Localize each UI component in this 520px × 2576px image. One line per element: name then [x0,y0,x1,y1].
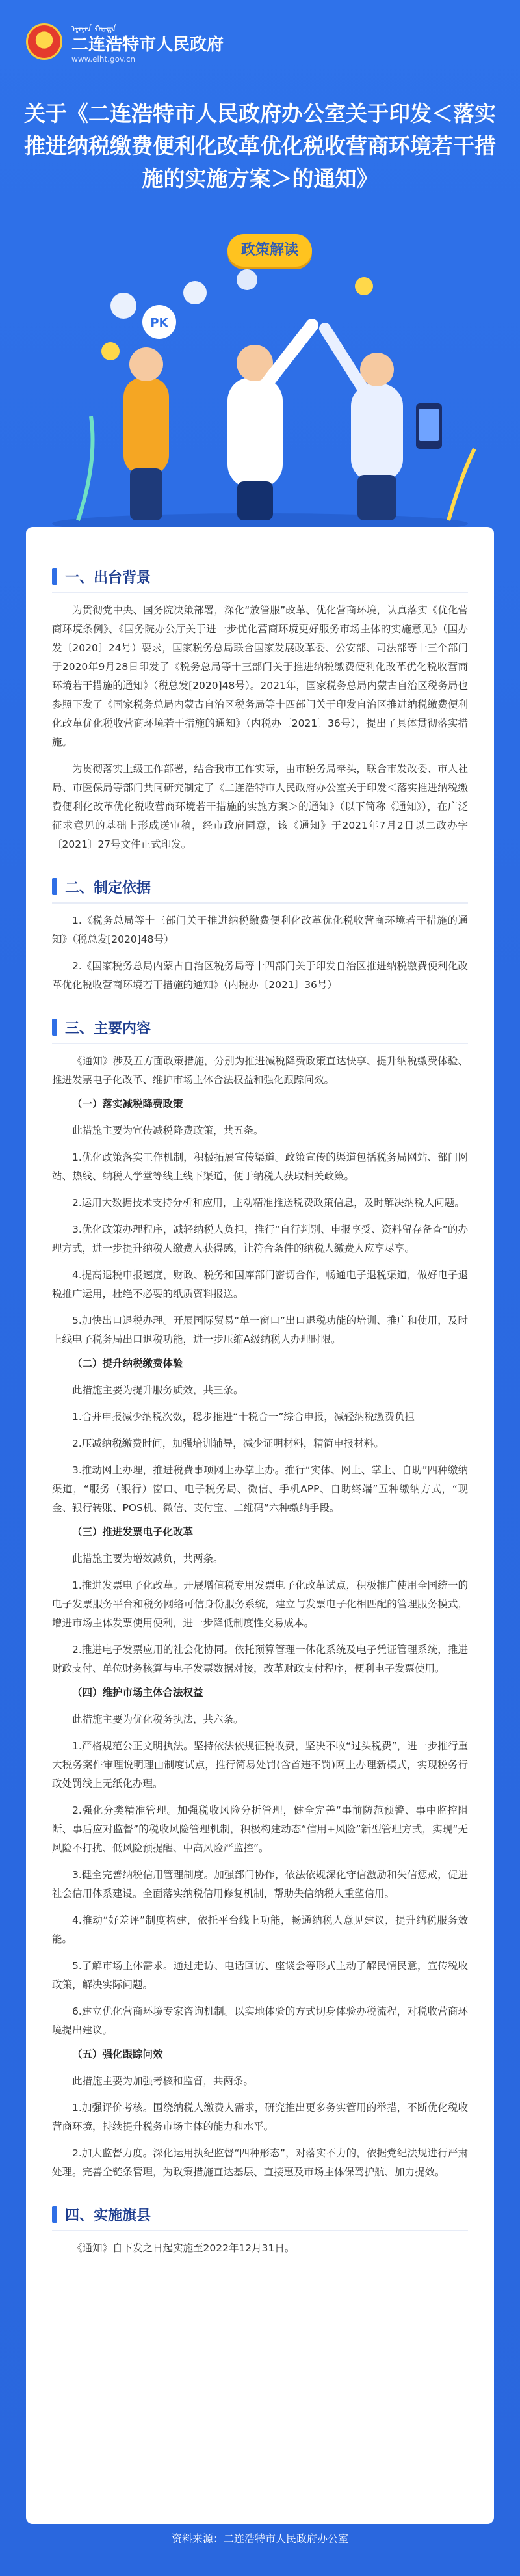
paragraph: 1.加强评价考核。围绕纳税人缴费人需求，研究推出更多务实管用的举措，不断优化税收营商环境，持续提升税务市场主体的能力和水平。 [52,2102,468,2132]
subheading: （二）提升纳税缴费体验 [72,1358,183,1369]
mongolian-name: ᠡᠷᠡᠶᠡᠨ ᠬᠣᠲᠠ [72,24,116,34]
section-header [52,871,468,904]
decoration-line [448,449,474,520]
site-name: 二连浩特市人民政府 [72,35,224,55]
paragraph: 1.严格规范公正文明执法。坚持依法依规征税收费，坚决不收“过头税费”，进一步推行重大税务案件审理说明理由制度试点，推行简易处罚(含首违不罚)网上办理新模式，实现税务行政处罚线上无纸化办理。 [52,1740,468,1790]
section-header [52,1012,468,1044]
paragraph: 1.推进发票电子化改革。开展增值税专用发票电子化改革试点，积极推广使用全国统一的电子发票服务平台和税务网络可信身份服务系统，建立与发票电子化相匹配的管理服务模式，增进市场主体发票使用便利，进一步降低制度性交易成本。 [52,1579,468,1629]
paragraph: 2.《国家税务总局内蒙古自治区税务局等十四部门关于印发自治区推进纳税缴费便利化改革优化税收营商环境若干措施的通知》（内税办〔2021〕36号） [52,960,468,991]
site-url: www.elht.gov.cn [72,55,136,64]
paragraph: 2.加大监督力度。深化运用执纪监督“四种形态”，对落实不力的，依据党纪法规进行严肃处理。完善全链条管理，为政策措施直达基层、直接惠及市场主体保驾护航、加力提效。 [52,2147,468,2178]
paragraph: 为贯彻党中央、国务院决策部署，深化“放管服”改革、优化营商环境，认真落实《优化营商环境条例》、《国务院办公厅关于进一步优化营商环境更好服务市场主体的实施意见》（国办发〔2020〕24号）要求，国家税务总局联合国家发展改革委、公安部、司法部等十三个部门于2020年9月28日印发了《税务总局等十三部门关于推进纳税缴费便利化改革优化税收营商环境若干措施的通知》（税总发[2020]48号）。2021年，国家税务总局内蒙古自治区税务局也参照下发了《国家税务总局内蒙古自治区税务局等十四部门关于印发自治区推进纳税缴费便利化改革优化税收营商环境若干措施的通知》（内税办〔2021〕36号），提出了具体贯彻落实措施。 [52,604,468,748]
person-arm [325,329,364,390]
paragraph: 此措施主要为加强考核和监督，共两条。 [72,2075,254,2087]
person-figure [124,377,169,475]
bubble-icon [101,342,120,360]
person-legs [130,468,162,520]
paragraph: 4.提高退税申报速度，财政、税务和国库部门密切合作，畅通电子退税渠道，做好电子退税推广运用，杜绝不必要的纸质资料报送。 [52,1269,468,1300]
bubble-icon [355,277,373,295]
paragraph: 《通知》涉及五方面政策措施，分别为推进减税降费政策直达快享、提升纳税缴费体验、推进发票电子化改革、维护市场主体合法权益和强化跟踪问效。 [52,1055,468,1086]
section-marker [52,878,57,895]
paragraph: 为贯彻落实上级工作部署，结合我市工作实际，由市税务局牵头，联合市发改委、市人社局、市医保局等部门共同研究制定了《二连浩特市人民政府办公室关于印发＜落实推进纳税缴费便利化改革优化税收营商环境若干措施的实施方案＞的通知》（以下简称《通知》），在广泛征求意见的基础上形成送审稿，经市政府同意，该《通知》于2021年7月2日以二政办字〔2021〕27号文件正式印发。 [52,763,468,850]
bubble-icon [237,269,257,290]
header-bar [0,0,520,78]
paragraph: 4.推动“好差评”制度构建，依托平台线上功能，畅通纳税人意见建议，提升纳税服务效能。 [52,1914,468,1945]
section-marker [52,2206,57,2223]
paragraph: 5.了解市场主体需求。通过走访、电话回访、座谈会等形式主动了解民情民意，宣传税收政策，解决实际问题。 [52,1960,468,1991]
person-figure [228,377,283,488]
page-title: 关于《二连浩特市人民政府办公室关于印发＜落实推进纳税缴费便利化改革优化税收营商环境若干措施的实施方案＞的通知》 [24,101,496,191]
paragraph: 1.《税务总局等十三部门关于推进纳税缴费便利化改革优化税收营商环境若干措施的通知》（税总发[2020]48号） [52,915,468,945]
paragraph: 2.运用大数据技术支持分析和应用，主动精准推送税费政策信息，及时解决纳税人问题。 [72,1197,465,1209]
emblem-icon [26,23,62,60]
headline-wrap [0,98,520,195]
section-marker [52,1019,57,1036]
bubble-icon [183,281,207,304]
person-legs [237,481,273,520]
section-header [52,561,468,593]
illustration [26,267,494,533]
section-header [52,2199,468,2231]
person-arm [266,325,312,384]
person-legs [358,475,396,520]
subheading: （一）落实减税降费政策 [72,1098,183,1110]
paragraph: 3.推动网上办理，推进税费事项网上办掌上办。推行“实体、网上、掌上、自助”四种缴纳渠道，“服务（银行）窗口、电子税务局、微信、手机APP、自助终端”五种缴纳方式，“现金、银行转账、POS机、微信、支付宝、二维码”六种缴纳手段。 [52,1464,468,1514]
decoration-line [78,416,93,520]
bubble-icon [110,293,136,319]
paragraph: 1.合并申报减少纳税次数，稳步推进“十税合一”综合申报，减轻纳税缴费负担 [72,1411,415,1423]
section-title: 二、制定依据 [65,879,151,896]
paragraph: 3.优化政策办理程序，减轻纳税人负担，推行“自行判别、申报享受、资料留存备查”的办理方式，进一步提升纳税人缴费人获得感，让符合条件的纳税人缴费人应享尽享。 [52,1224,468,1254]
paragraph: 此措施主要为优化税务执法，共六条。 [72,1713,244,1725]
section-title: 一、出台背景 [65,569,151,586]
paragraph: 5.加快出口退税办理。开展国际贸易“单一窗口”出口退税功能的培训、推广和使用，及时上线电子税务局出口退税功能，进一步压缩A级纳税人办理时限。 [52,1315,468,1345]
subheading: （五）强化跟踪问效 [72,2048,163,2060]
policy-interpretation-badge: 政策解读 [228,234,312,267]
section-marker [52,568,57,585]
paragraph: 2.压减纳税缴费时间，加强培训辅导，减少证明材料，精简申报材料。 [72,1438,384,1449]
pk-label: PK [150,316,168,330]
source-note: 资料来源：二连浩特市人民政府办公室 [171,2532,348,2545]
logo-text [72,20,224,64]
paragraph: 此措施主要为宣传减税降费政策，共五条。 [72,1125,264,1136]
paragraph: 3.健全完善纳税信用管理制度。加强部门协作，依法依规深化守信激励和失信惩戒，促进社会信用体系建设。全面落实纳税信用修复机制，帮助失信纳税人重塑信用。 [52,1869,468,1899]
paragraph: 2.强化分类精准管理。加强税收风险分析管理，健全完善“事前防范预警、事中监控阻断、事后应对监督”的税收风险管理机制，积极构建动态“信用+风险”新型管理方式，实现“无风险不打扰、低风险预提醒、中高风险严监控”。 [52,1805,468,1854]
site-logo[interactable] [26,20,224,64]
paragraph: 《通知》自下发之日起实施至2022年12月31日。 [72,2242,295,2254]
person-figure [351,384,403,481]
section-title: 三、主要内容 [65,1020,151,1037]
section-title: 四、实施旗县 [65,2207,151,2224]
paragraph: 6.建立优化营商环境专家咨询机制。以实地体验的方式切身体验办税流程，对税收营商环境提出建议。 [52,2006,468,2036]
subheading: （三）推进发票电子化改革 [72,1526,194,1538]
subheading: （四）维护市场主体合法权益 [72,1687,203,1698]
paragraph: 1.优化政策落实工作机制，积极拓展宣传渠道。政策宣传的渠道包括税务局网站、部门网站、热线、纳税人学堂等线上线下渠道，便于纳税人获取相关政策。 [52,1151,468,1182]
paragraph: 此措施主要为增效减负，共两条。 [72,1553,224,1564]
person-head [129,347,163,381]
paragraph: 2.推进电子发票应用的社会化协同。依托预算管理一体化系统及电子凭证管理系统，推进财政支付、单位财务核算与电子发票数据对接，改革财政支付程序，便利电子发票使用。 [52,1644,468,1674]
paragraph: 此措施主要为提升服务质效，共三条。 [72,1384,244,1396]
content-card [26,527,494,2524]
